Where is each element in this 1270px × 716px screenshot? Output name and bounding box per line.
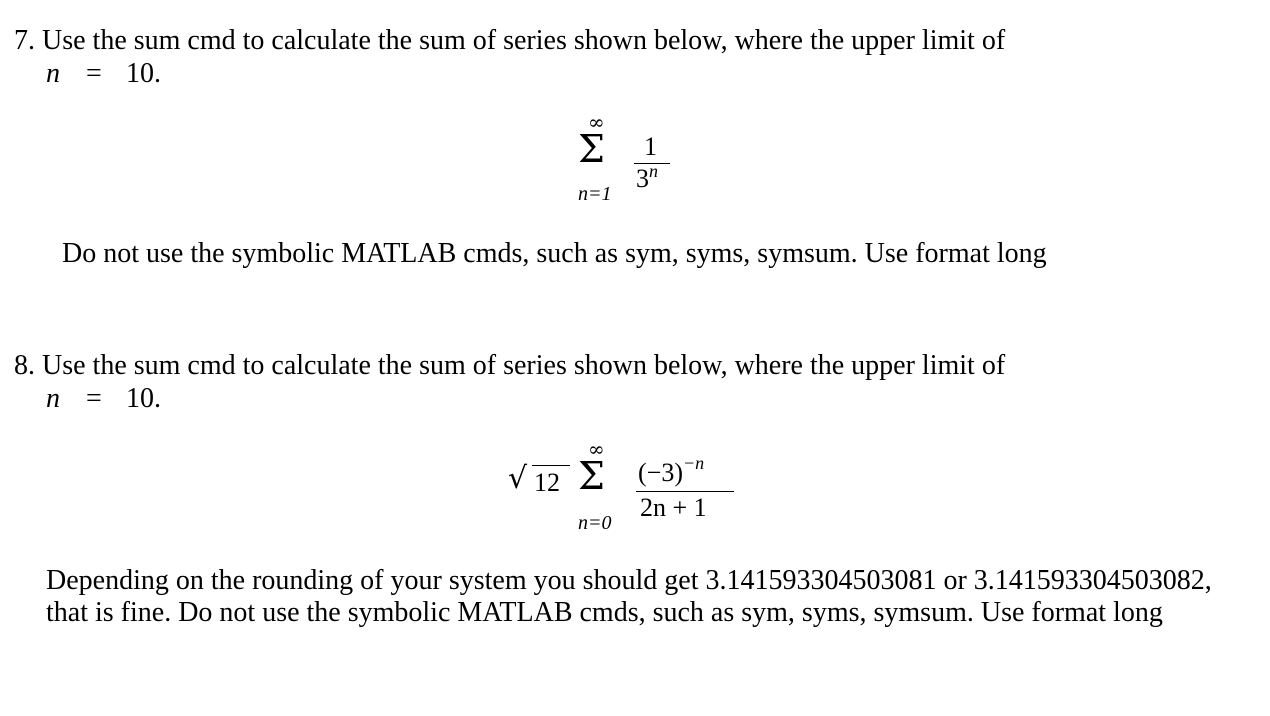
problem-8-note: Depending on the rounding of your system you should get 3.141593304503081 or 3.141593304503082, that is fine. Do not use the symbolic MATLAB cmds, such as sym, syms, symsum. Use format long — [46, 565, 1212, 628]
problem-8-equals-sign: = — [86, 383, 102, 414]
fraction-bar — [636, 491, 734, 492]
sum-lower-limit: n=0 — [578, 512, 612, 534]
numerator-base: (−3) — [638, 458, 683, 487]
fraction-numerator: 1 — [644, 132, 657, 161]
numerator-exponent: −n — [682, 453, 705, 473]
sum-upper-limit: ∞ — [588, 110, 605, 134]
problem-8-statement: 8. Use the sum cmd to calculate the sum of series shown below, where the upper limit of — [14, 350, 1006, 381]
sqrt-argument: 12 — [534, 468, 560, 497]
fraction-numerator — [638, 453, 705, 490]
problem-7-n-value: 10. — [126, 58, 161, 89]
sum-lower-limit: n=1 — [578, 183, 612, 205]
problem-7-note: Do not use the symbolic MATLAB cmds, such as sym, syms, symsum. Use format long — [62, 238, 1047, 269]
sqrt-symbol: √ — [508, 461, 528, 496]
problem-7-equals-sign: = — [86, 58, 102, 89]
fraction-denominator: 2n + 1 — [640, 493, 707, 522]
problem-7-statement: 7. Use the sum cmd to calculate the sum of series shown below, where the upper limit of — [14, 25, 1006, 56]
problem-8-n-value: 10. — [126, 383, 161, 414]
denominator-base: 3 — [636, 164, 649, 193]
fraction-denominator — [636, 161, 658, 195]
problem-8-n-variable: n — [46, 383, 60, 414]
sqrt-overline — [532, 465, 570, 466]
problem-7-n-variable: n — [46, 58, 60, 89]
sigma-symbol: Σ — [578, 127, 605, 171]
denominator-exponent: n — [649, 161, 658, 181]
sigma-symbol: Σ — [578, 454, 605, 498]
sum-upper-limit: ∞ — [588, 437, 605, 461]
